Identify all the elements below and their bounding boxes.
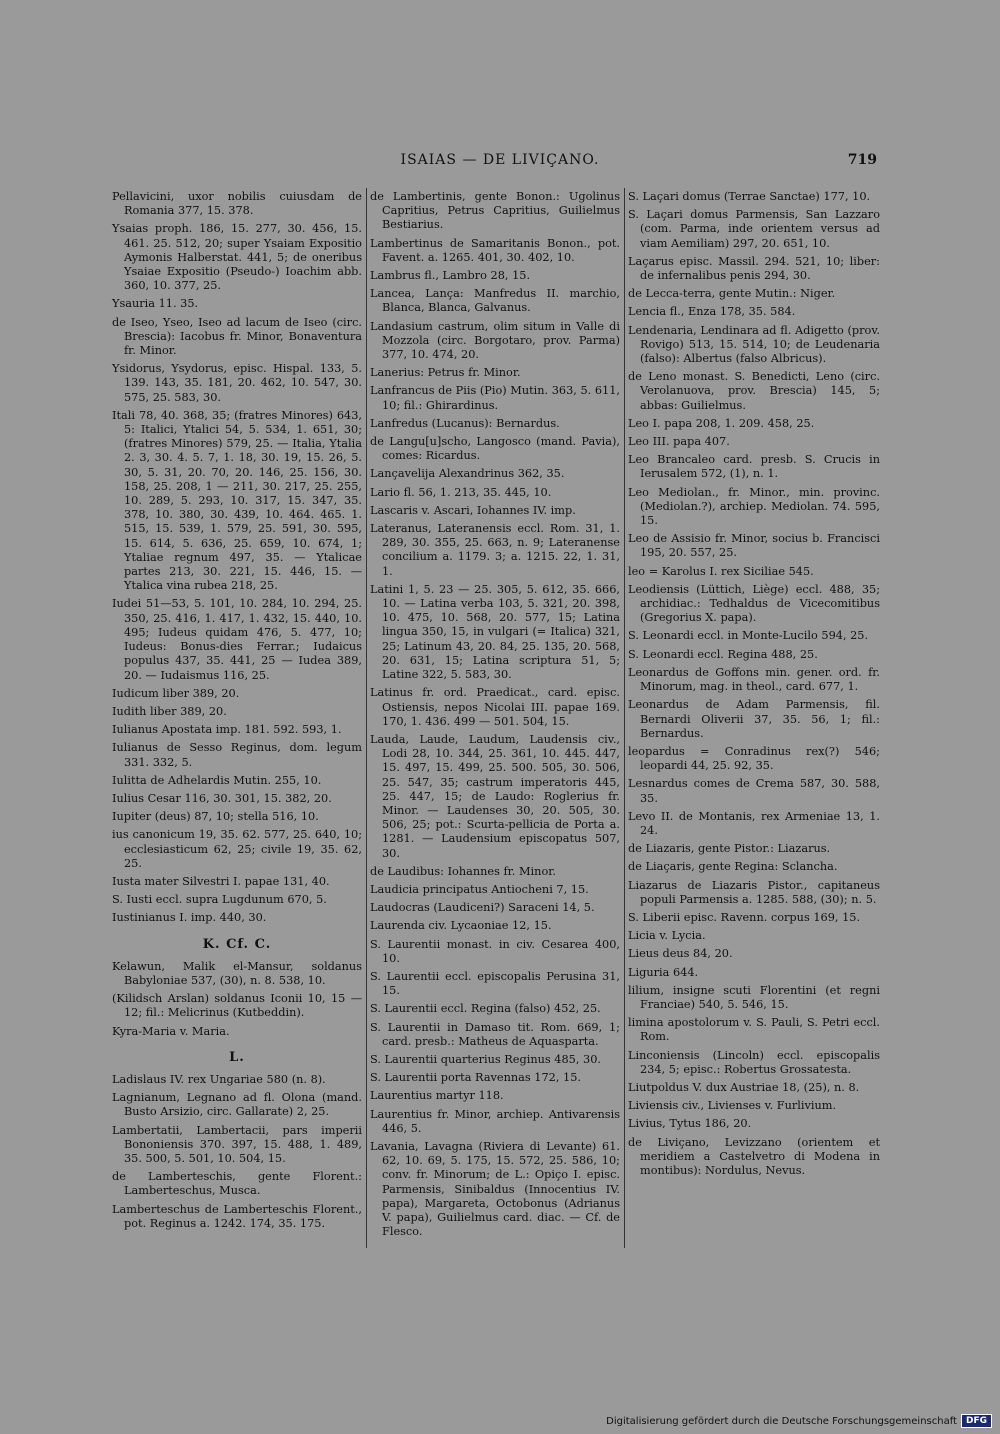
index-entry: Lesnardus comes de Crema 587, 30. 588, 35. [628, 777, 880, 805]
index-entry: Ysaias proph. 186, 15. 277, 30. 456, 15. 461. 25. 512, 20; super Ysaiam Expositio Aymonis Halberstat. 441, 5; de oneribus Ysaiae Expositio (Pseudo-) Ioachim abb. 360, 10. 377, 25. [112, 222, 362, 293]
index-entry: Itali 78, 40. 368, 35; (fratres Minores) 643, 5: Italici, Ytalici 54, 5. 534, 1. 651, 30; (fratres Minores) 579, 25. — Italia, Ytalia 2. 3, 30. 4. 5. 7, 1. 18, 30. 19, 15. 26, 5. 30, 5. 31, 20. 70, 20. 146, 25. 156, 30. 158, 25. 208, 1 — 211, 30. 217, 25. 255, 10. 289, 5. 293, 10. 317, 15. 347, 35. 378, 10. 380, 30. 439, 10. 464. 465. 1. 515, 15. 539, 1. 579, 25. 591, 30. 595, 15. 614, 5. 636, 25. 659, 10. 674, 1; Ytaliae regnum 497, 35. — Ytalicae partes 213, 30. 221, 15. 446, 15. — Ytalica vina rubea 218, 25. [112, 408, 362, 593]
index-entry: Iudicum liber 389, 20. [112, 686, 240, 700]
index-entry: Lanfrancus de Piis (Pio) Mutin. 363, 5. 611, 10; fil.: Ghirardinus. [370, 384, 620, 412]
index-entry: Leo Mediolan., fr. Minor., min. provinc. (Mediolan.?), archiep. Mediolan. 74. 595, 15. [628, 485, 880, 528]
index-entry: Lamberteschus de Lamberteschis Florent., pot. Reginus a. 1242. 174, 35. 175. [112, 1202, 362, 1230]
dfg-logo-icon: DFG [961, 1414, 992, 1428]
index-entry: Ysidorus, Ysydorus, episc. Hispal. 133, 5. 139. 143, 35. 181, 20. 462, 10. 547, 30. 575, 25. 583, 30. [112, 362, 362, 404]
index-entry: S. Leonardi eccl. in Monte-Lucilo 594, 25. [628, 629, 869, 643]
column-divider [624, 188, 625, 1248]
entry-list [628, 190, 880, 1178]
index-entry: Laurenda civ. Lycaoniae 12, 15. [370, 919, 552, 933]
index-entry: (Kilidsch Arslan) soldanus Iconii 10, 15 — 12; fil.: Melicrinus (Kutbeddin). [112, 992, 362, 1020]
index-entry: Lanerius: Petrus fr. Minor. [370, 366, 521, 380]
index-entry: de Lamberteschis, gente Florent.: Lamberteschus, Musca. [112, 1170, 362, 1198]
index-entry: Landasium castrum, olim situm in Valle di Mozzola (circ. Borgotaro, prov. Parma) 377, 10. 474, 20. [370, 319, 620, 362]
index-entry: de Lambertinis, gente Bonon.: Ugolinus Capritius, Petrus Capritius, Guilielmus Bestiarius. [370, 190, 620, 232]
index-entry: Licia v. Lycia. [628, 929, 706, 943]
index-entry: S. Laurentii eccl. Regina (falso) 452, 25. [370, 1002, 601, 1016]
index-entry: Iusta mater Silvestri I. papae 131, 40. [112, 874, 330, 888]
section-heading-k: K. Cf. C. [202, 936, 272, 952]
index-entry: leopardus = Conradinus rex(?) 546; leopardi 44, 25. 92, 35. [628, 744, 880, 773]
page-number: 719 [847, 152, 877, 168]
index-entry: Lagnianum, Legnano ad fl. Olona (mand. Busto Arsizio, circ. Gallarate) 2, 25. [112, 1091, 362, 1119]
index-entry: Lançavelija Alexandrinus 362, 35. [370, 467, 565, 481]
index-entry: Iudith liber 389, 20. [112, 704, 227, 718]
footer [606, 1414, 992, 1428]
section-heading-l: L. [229, 1049, 245, 1065]
index-entry: Iulianus Apostata imp. 181. 592. 593, 1. [112, 723, 342, 737]
index-entry: Laçarus episc. Massil. 294. 521, 10; liber: de infernalibus penis 294, 30. [628, 254, 880, 283]
index-entry: lilium, insigne scuti Florentini (et regni Franciae) 540, 5. 546, 15. [628, 983, 880, 1011]
index-entry: Lambertatii, Lambertacii, pars imperii Bononiensis 370. 397, 15. 488, 1. 489, 35. 500, 5. 501, 10. 504, 15. [112, 1123, 362, 1165]
index-entry: Lendenaria, Lendinara ad fl. Adigetto (prov. Rovigo) 513, 15. 514, 10; de Leudenaria (falso): Albertus (falso Albricus). [628, 323, 880, 366]
running-title: ISAIAS — DE LIVIÇANO. [400, 152, 600, 168]
index-entry: de Langu[u]scho, Langosco (mand. Pavia), comes: Ricardus. [370, 435, 620, 463]
page-header [0, 152, 1000, 174]
index-entry: Leo Brancaleo card. presb. S. Crucis in Ierusalem 572, (1), n. 1. [628, 453, 880, 481]
index-entry: Iulius Cesar 116, 30. 301, 15. 382, 20. [112, 791, 332, 805]
index-entry: S. Liberii episc. Ravenn. corpus 169, 15. [628, 910, 861, 924]
index-entry: Laudicia principatus Antiocheni 7, 15. [370, 882, 589, 896]
index-entry: Leonardus de Adam Parmensis, fil. Bernardi Oliverii 37, 35. 56, 1; fil.: Bernardus. [628, 698, 880, 740]
index-entry: S. Leonardi eccl. Regina 488, 25. [628, 647, 818, 661]
index-entry: S. Laurentii in Damaso tit. Rom. 669, 1; card. presb.: Matheus de Aquasparta. [370, 1020, 620, 1048]
index-entry: Latini 1, 5. 23 — 25. 305, 5. 612, 35. 666, 10. — Latina verba 103, 5. 321, 20. 398, 10. 475, 10. 568, 20. 577, 15; Latina lingua 350, 15, in vulgari (= Italica) 321, 25; Latinum 43, 20. 84, 25. 135, 20. 568, 20. 631, 15; Latina scriptura 51, 5; Latine 322, 5. 583, 30. [370, 582, 620, 682]
index-entry: Lauda, Laude, Laudum, Laudensis civ., Lodi 28, 10. 344, 25. 361, 10. 445. 447, 15. 497, 15. 499, 25. 500. 505, 30. 506, 25. 547, 35; castrum imperatoris 445, 25. 447, 15; de Laudo: Roglerius fr. Minor. — Laudenses 30, 20. 505, 30. 506, 25; pot.: Scurta-pellicia de Porta a. 1281. — Laudensium episcopatus 507, 30. [370, 732, 620, 860]
index-entry: S. Laçari domus Parmensis, San Lazzaro (com. Parma, inde orientem versus ad viam Aemiliam) 297, 20. 651, 10. [628, 208, 880, 250]
index-entry: Ladislaus IV. rex Ungariae 580 (n. 8). [112, 1072, 326, 1086]
index-entry: Lencia fl., Enza 178, 35. 584. [628, 305, 796, 319]
index-entry: Liazarus de Liazaris Pistor., capitaneus populi Parmensis a. 1285. 588, (30); n. 5. [628, 878, 880, 906]
index-entry: Leonardus de Goffons min. gener. ord. fr. Minorum, mag. in theol., card. 677, 1. [628, 665, 880, 694]
footer-text: Digitalisierung gefördert durch die Deutsche Forschungsgemeinschaft [606, 1415, 957, 1427]
index-entry: Liutpoldus V. dux Austriae 18, (25), n. 8. [628, 1080, 860, 1094]
index-entry: Iulitta de Adhelardis Mutin. 255, 10. [112, 773, 322, 787]
index-entry: Liguria 644. [628, 965, 699, 979]
index-entry: S. Laurentii eccl. episcopalis Perusina 31, 15. [370, 969, 620, 998]
entry-list [112, 960, 362, 1039]
index-entry: S. Iusti eccl. supra Lugdunum 670, 5. [112, 893, 327, 907]
index-entry: de Lecca-terra, gente Mutin.: Niger. [628, 287, 836, 301]
index-entry: Latinus fr. ord. Praedicat., card. episc. Ostiensis, nepos Nicolai III. papae 169. 170, 1. 436. 499 — 501. 504, 15. [370, 686, 620, 728]
entry-list [370, 190, 620, 1239]
entry-list [112, 1073, 362, 1231]
index-entry: Lavania, Lavagna (Riviera di Levante) 61. 62, 10. 69, 5. 175, 15. 572, 25. 586, 10; conv. fr. Minorum; de L.: Opiço I. episc. Parmensis, Sinibaldus (Innocentius IV. papa), Margareta, Octobonus (Adrianus V. papa), Guilielmus card. diac. — Cf. de Flesco. [370, 1139, 620, 1239]
index-entry: Levo II. de Montanis, rex Armeniae 13, 1. 24. [628, 809, 880, 837]
index-entry: ius canonicum 19, 35. 62. 577, 25. 640, 10; ecclesiasticum 62, 25; civile 19, 35. 62, 25. [112, 828, 362, 870]
index-entry: Lario fl. 56, 1. 213, 35. 445, 10. [370, 485, 552, 499]
index-entry: Kyra-Maria v. Maria. [112, 1024, 230, 1038]
index-entry: S. Laurentii porta Ravennas 172, 15. [370, 1071, 582, 1085]
index-entry: Leo I. papa 208, 1. 209. 458, 25. [628, 416, 815, 430]
index-entry: Lanfredus (Lucanus): Bernardus. [370, 416, 560, 430]
index-entry: de Iseo, Yseo, Iseo ad lacum de Iseo (circ. Brescia): Iacobus fr. Minor, Bonaventura fr. Minor. [112, 315, 362, 358]
index-entry: Leodiensis (Lüttich, Liège) eccl. 488, 35; archidiac.: Tedhaldus de Vicecomitibus (Gregorius X. papa). [628, 582, 880, 625]
index-entry: limina apostolorum v. S. Pauli, S. Petri eccl. Rom. [628, 1016, 880, 1044]
index-entry: de Liviçano, Levizzano (orientem et meridiem a Castelvetro di Modena in montibus): Nordulus, Nevus. [628, 1135, 880, 1177]
index-entry: S. Laurentii monast. in civ. Cesarea 400, 10. [370, 937, 620, 965]
index-entry: leo = Karolus I. rex Siciliae 545. [628, 564, 814, 578]
index-entry: Laurentius martyr 118. [370, 1089, 504, 1103]
index-entry: Laurentius fr. Minor, archiep. Antivarensis 446, 5. [370, 1107, 620, 1135]
index-entry: Leo III. papa 407. [628, 435, 730, 449]
column-divider [366, 188, 367, 1248]
index-entry: Iudei 51—53, 5. 101, 10. 284, 10. 294, 25. 350, 25. 416, 1. 417, 1. 432, 15. 440, 10. 495; Iudeus quidam 476, 5. 477, 10; Iudeus: Bonus-dies Ferrar.; Iudaicus populus 437, 35. 441, 25 — Iudea 389, 20. — Iudaismus 116, 25. [112, 597, 362, 682]
index-entry: Ysauria 11. 35. [112, 297, 199, 311]
index-entry: Kelawun, Malik el-Mansur, soldanus Babyloniae 537, (30), n. 8. 538, 10. [112, 959, 362, 987]
index-entry: Iupiter (deus) 87, 10; stella 516, 10. [112, 810, 319, 824]
index-entry: S. Laçari domus (Terrae Sanctae) 177, 10. [628, 190, 871, 203]
index-entry: de Liaçaris, gente Regina: Sclancha. [628, 860, 838, 874]
index-entry: Lateranus, Lateranensis eccl. Rom. 31, 1. 289, 30. 355, 25. 663, n. 9; Lateranense concilium a. 1179. 3; a. 1215. 22, 1. 31, 1. [370, 522, 620, 578]
entry-list [112, 190, 362, 926]
index-entry: S. Laurentii quarterius Reginus 485, 30. [370, 1052, 601, 1066]
index-entry: Iustinianus I. imp. 440, 30. [112, 911, 267, 925]
index-entry: Linconiensis (Lincoln) eccl. episcopalis 234, 5; episc.: Robertus Grossatesta. [628, 1048, 880, 1076]
index-entry: Lambertinus de Samaritanis Bonon., pot. Favent. a. 1265. 401, 30. 402, 10. [370, 236, 620, 264]
index-column-3 [628, 190, 880, 1182]
index-entry: Lambrus fl., Lambro 28, 15. [370, 269, 531, 283]
index-entry: de Leno monast. S. Benedicti, Leno (circ. Verolanuova, prov. Brescia) 145, 5; abbas: Guilielmus. [628, 370, 880, 412]
index-column-1 [112, 190, 362, 1235]
index-entry: de Liazaris, gente Pistor.: Liazarus. [628, 842, 831, 856]
index-entry: Liviensis civ., Livienses v. Furlivium. [628, 1099, 837, 1113]
index-entry: Livius, Tytus 186, 20. [628, 1117, 752, 1131]
index-entry: Iulianus de Sesso Reginus, dom. legum 331. 332, 5. [112, 741, 362, 769]
index-entry: Laudocras (Laudiceni?) Saraceni 14, 5. [370, 901, 595, 915]
index-entry: Leo de Assisio fr. Minor, socius b. Francisci 195, 20. 557, 25. [628, 532, 880, 560]
index-entry: Lancea, Lança: Manfredus II. marchio, Blanca, Blanca, Galvanus. [370, 287, 620, 315]
index-entry: Lieus deus 84, 20. [628, 947, 733, 961]
index-column-2 [370, 190, 620, 1243]
index-entry: Lascaris v. Ascari, Iohannes IV. imp. [370, 503, 576, 517]
index-entry: Pellavicini, uxor nobilis cuiusdam de Romania 377, 15. 378. [112, 190, 362, 218]
index-entry: de Laudibus: Iohannes fr. Minor. [370, 864, 556, 878]
